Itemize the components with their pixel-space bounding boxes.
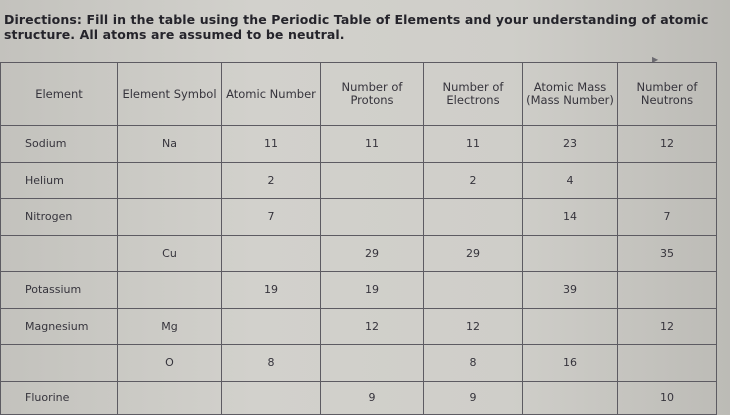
cell-symbol[interactable]: Cu (118, 235, 222, 272)
cell-atomic-mass[interactable]: 23 (523, 126, 618, 163)
table-row (1, 272, 717, 309)
cell-symbol[interactable] (118, 199, 222, 236)
header-number-of-neutrons: Number of Neutrons (618, 63, 717, 126)
cell-atomic-number[interactable]: 7 (222, 199, 321, 236)
directions-text: Directions: Fill in the table using the Periodic Table of Elements and your understanding of atomic structure. All atoms are assumed to be neutral. (4, 12, 709, 42)
cell-symbol[interactable]: O (118, 345, 222, 382)
table-row (1, 308, 717, 345)
cell-electrons[interactable]: 8 (424, 345, 523, 382)
cell-protons[interactable]: 12 (321, 308, 424, 345)
cell-atomic-number[interactable]: 2 (222, 162, 321, 199)
cell-atomic-number[interactable]: 8 (222, 345, 321, 382)
cell-protons[interactable]: 19 (321, 272, 424, 309)
cell-atomic-mass[interactable] (523, 308, 618, 345)
cell-atomic-mass[interactable]: 14 (523, 199, 618, 236)
cell-electrons[interactable] (424, 272, 523, 309)
cell-protons[interactable]: 11 (321, 126, 424, 163)
header-number-of-electrons: Number of Electrons (424, 63, 523, 126)
cell-neutrons[interactable]: 35 (618, 235, 717, 272)
cell-symbol[interactable] (118, 272, 222, 309)
cell-element[interactable]: Sodium (1, 126, 118, 163)
cell-symbol[interactable]: Mg (118, 308, 222, 345)
header-atomic-number: Atomic Number (222, 63, 321, 126)
cell-neutrons[interactable]: 12 (618, 126, 717, 163)
table-row (1, 235, 717, 272)
cell-protons[interactable] (321, 162, 424, 199)
cell-symbol[interactable]: Na (118, 126, 222, 163)
cell-protons[interactable] (321, 345, 424, 382)
cell-element[interactable] (1, 235, 118, 272)
cursor-icon: ▶ (652, 55, 659, 64)
table-row (1, 381, 717, 414)
table-row (1, 345, 717, 382)
cell-atomic-number[interactable]: 19 (222, 272, 321, 309)
cell-atomic-mass[interactable] (523, 235, 618, 272)
cell-neutrons[interactable] (618, 272, 717, 309)
cell-element[interactable] (1, 345, 118, 382)
header-element: Element (1, 63, 118, 126)
cell-neutrons[interactable] (618, 162, 717, 199)
table-row (1, 126, 717, 163)
header-number-of-protons: Number of Protons (321, 63, 424, 126)
atomic-structure-table (0, 62, 717, 415)
cell-protons[interactable] (321, 199, 424, 236)
cell-electrons[interactable] (424, 199, 523, 236)
table-header-row (1, 63, 717, 126)
cell-neutrons[interactable]: 10 (618, 381, 717, 414)
cell-atomic-mass[interactable] (523, 381, 618, 414)
cell-symbol[interactable] (118, 162, 222, 199)
header-element-symbol: Element Symbol (118, 63, 222, 126)
cell-electrons[interactable]: 12 (424, 308, 523, 345)
cell-electrons[interactable]: 2 (424, 162, 523, 199)
cell-neutrons[interactable] (618, 345, 717, 382)
cell-atomic-mass[interactable]: 4 (523, 162, 618, 199)
cell-atomic-number[interactable]: 11 (222, 126, 321, 163)
cell-atomic-number[interactable] (222, 381, 321, 414)
cell-neutrons[interactable]: 12 (618, 308, 717, 345)
cell-protons[interactable]: 29 (321, 235, 424, 272)
cell-electrons[interactable]: 29 (424, 235, 523, 272)
table-row (1, 199, 717, 236)
cell-element[interactable]: Fluorine (1, 381, 118, 414)
cell-symbol[interactable] (118, 381, 222, 414)
table-row (1, 162, 717, 199)
cell-electrons[interactable]: 9 (424, 381, 523, 414)
cell-atomic-mass[interactable]: 39 (523, 272, 618, 309)
cell-protons[interactable]: 9 (321, 381, 424, 414)
cell-element[interactable]: Nitrogen (1, 199, 118, 236)
cell-element[interactable]: Helium (1, 162, 118, 199)
cell-atomic-mass[interactable]: 16 (523, 345, 618, 382)
cell-atomic-number[interactable] (222, 308, 321, 345)
cell-atomic-number[interactable] (222, 235, 321, 272)
cell-neutrons[interactable]: 7 (618, 199, 717, 236)
cell-electrons[interactable]: 11 (424, 126, 523, 163)
header-atomic-mass: Atomic Mass (Mass Number) (523, 63, 618, 126)
cell-element[interactable]: Potassium (1, 272, 118, 309)
cell-element[interactable]: Magnesium (1, 308, 118, 345)
